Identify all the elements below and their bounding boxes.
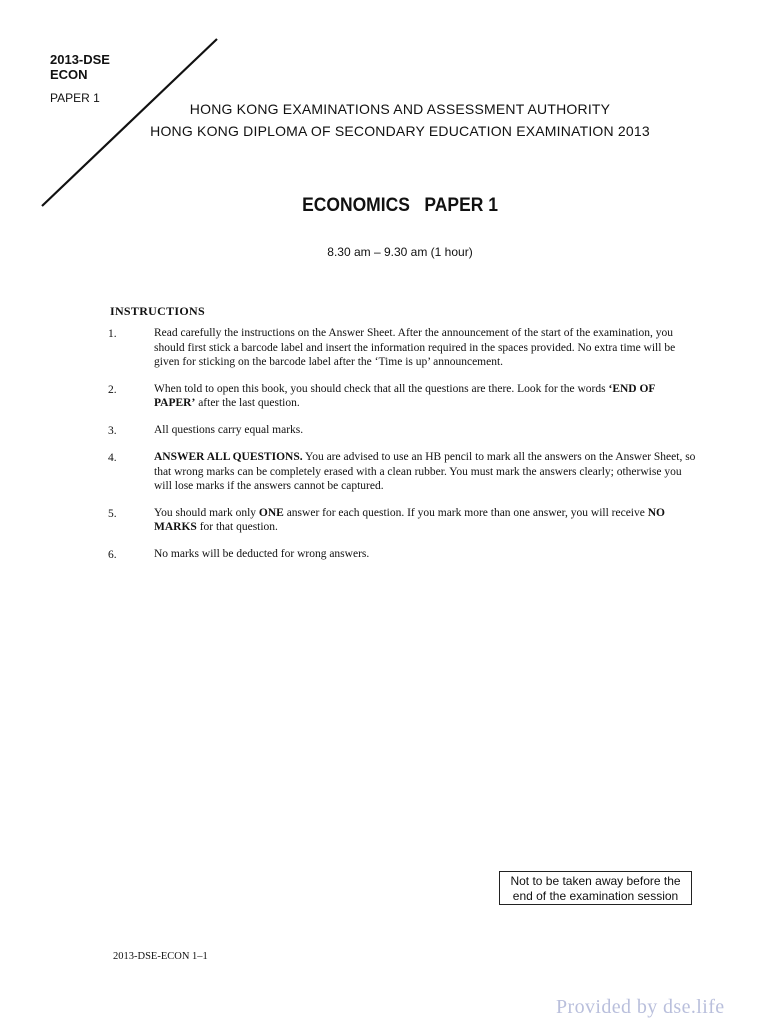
paper-number: PAPER 1 xyxy=(50,91,100,105)
instruction-number: 4. xyxy=(108,452,117,464)
page-footer-code: 2013-DSE-ECON 1–1 xyxy=(113,951,208,962)
instruction-text-part: When told to open this book, you should check that all the questions are there. Look for the words xyxy=(154,382,609,395)
page-title: ECONOMICS PAPER 1 xyxy=(302,195,498,216)
watermark: Provided by dse.life xyxy=(556,996,725,1018)
instruction-item xyxy=(108,547,698,563)
instruction-text: No marks will be deducted for wrong answers. xyxy=(154,547,370,560)
paper-code-year: 2013-DSE xyxy=(50,52,110,67)
instruction-number: 6. xyxy=(108,548,117,561)
instruction-emphasis: NO MARKS xyxy=(154,506,665,533)
instruction-number: 2. xyxy=(108,383,117,396)
instruction-number: 1. xyxy=(108,328,117,340)
instruction-item xyxy=(108,382,698,411)
paper-code xyxy=(50,52,110,82)
notice-line: end of the examination session xyxy=(512,889,679,903)
instruction-item xyxy=(108,450,698,494)
notice-box xyxy=(499,871,692,905)
instructions-list xyxy=(108,326,698,574)
instructions-heading: INSTRUCTIONS xyxy=(110,304,205,318)
instruction-emphasis: ONE xyxy=(258,506,284,519)
instruction-text-part: for that question. xyxy=(196,521,278,533)
instruction-item xyxy=(108,506,698,535)
instruction-number: 5. xyxy=(108,507,117,520)
instruction-text xyxy=(154,506,698,535)
instruction-text-part: You are advised to use an HB pencil to mark all the answers on the Answer Sheet, so that wrong marks can be completely erased with a clean rubber. You must mark the answers clearly; otherwise you will lose marks if the answers cannot be captured. xyxy=(154,451,696,492)
instruction-text-part: answer for each question. If you mark more than one answer, you will receive xyxy=(283,506,648,519)
instruction-text-part: You should mark only xyxy=(154,506,259,519)
instruction-text-part: after the last question. xyxy=(195,397,300,409)
notice-line: Not to be taken away before the xyxy=(510,874,681,888)
instruction-text: Read carefully the instructions on the Answer Sheet. After the announcement of the start of the examination, you should first stick a barcode label and insert the information required in the spaces provided. No extra time will be given for sticking on the barcode label after the ‘Time is up’ announcement. xyxy=(154,327,676,368)
exam-name: HONG KONG DIPLOMA OF SECONDARY EDUCATION EXAMINATION 2013 xyxy=(150,123,650,139)
instruction-emphasis: ‘END OF PAPER’ xyxy=(154,382,656,409)
paper-code-subject: ECON xyxy=(50,67,88,82)
instruction-item xyxy=(108,423,698,439)
instruction-emphasis: ANSWER ALL QUESTIONS. xyxy=(154,451,303,463)
instruction-number: 3. xyxy=(108,424,117,437)
instruction-text xyxy=(154,382,698,411)
authority-name: HONG KONG EXAMINATIONS AND ASSESSMENT AUTHORITY xyxy=(189,101,611,117)
instruction-text xyxy=(154,450,698,494)
instruction-text: All questions carry equal marks. xyxy=(154,423,304,436)
exam-time: 8.30 am – 9.30 am (1 hour) xyxy=(327,245,473,259)
instruction-item xyxy=(108,326,698,370)
